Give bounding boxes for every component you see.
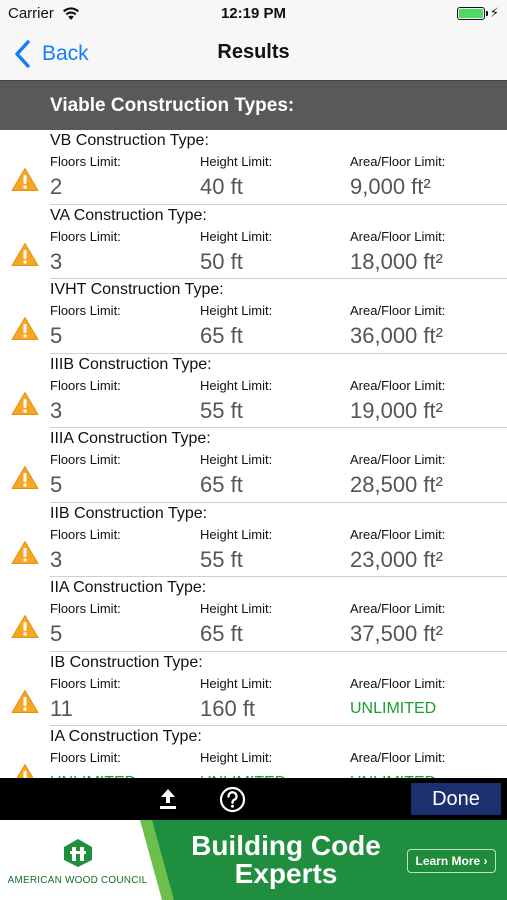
- done-button[interactable]: Done: [411, 783, 501, 815]
- height-limit-label: Height Limit:: [200, 303, 273, 318]
- area-column: [350, 601, 445, 647]
- floors-limit-value: 3: [50, 546, 63, 572]
- floors-column: [50, 676, 121, 722]
- height-column: [200, 378, 272, 424]
- floors-limit-value: 5: [50, 472, 63, 497]
- result-row[interactable]: [0, 577, 507, 652]
- floors-column: [50, 452, 121, 498]
- area-limit-label: Area/Floor Limit:: [350, 377, 446, 393]
- result-row[interactable]: [0, 205, 507, 280]
- area-limit-value: 28,500 ft²: [350, 472, 443, 497]
- height-limit-value: 50 ft: [200, 248, 243, 274]
- height-limit-label: Height Limit:: [200, 601, 273, 616]
- back-label: Back: [42, 42, 89, 65]
- area-column: [350, 452, 445, 498]
- height-limit-value: 65 ft: [200, 323, 243, 348]
- warning-icon: [11, 689, 39, 714]
- ad-headline-line2: Experts: [234, 858, 338, 889]
- warning-icon: [11, 391, 39, 416]
- area-limit-label: Area/Floor Limit:: [350, 675, 446, 691]
- area-limit-label: Area/Floor Limit:: [350, 750, 446, 765]
- floors-limit-label: Floors Limit:: [50, 377, 121, 393]
- warning-icon: [11, 316, 39, 341]
- height-column: [200, 527, 272, 573]
- awc-logo-icon: [62, 838, 94, 868]
- floors-limit-label: Floors Limit:: [50, 601, 121, 616]
- height-limit-value: 55 ft: [200, 546, 243, 572]
- area-column: [350, 154, 445, 200]
- floors-limit-value: 2: [50, 174, 63, 199]
- battery-icon: [457, 7, 485, 20]
- status-time: 12:19 PM: [220, 5, 287, 22]
- height-column: [200, 303, 272, 349]
- height-limit-label: Height Limit:: [200, 675, 273, 691]
- area-column: [350, 676, 445, 718]
- floors-limit-value: 3: [50, 248, 63, 274]
- page-title: Results: [217, 41, 290, 63]
- warning-icon: [11, 465, 39, 490]
- learn-more-button[interactable]: Learn More ›: [407, 849, 496, 873]
- floors-limit-label: Floors Limit:: [50, 750, 121, 765]
- floors-limit-value: 11: [50, 695, 73, 721]
- floors-limit-value: 5: [50, 323, 63, 348]
- result-row[interactable]: [0, 428, 507, 503]
- bottom-toolbar: [0, 778, 507, 820]
- floors-column: [50, 527, 121, 573]
- height-column: [200, 601, 272, 647]
- height-limit-label: Height Limit:: [200, 377, 273, 393]
- floors-limit-value: 5: [50, 621, 63, 646]
- floors-limit-label: Floors Limit:: [50, 303, 121, 318]
- height-column: [200, 452, 272, 498]
- floors-column: [50, 601, 121, 647]
- carrier-label: Carrier: [8, 5, 54, 22]
- area-column: [350, 303, 445, 349]
- status-bar: [0, 0, 507, 28]
- area-limit-value: 9,000 ft²: [350, 174, 431, 199]
- height-limit-value: 55 ft: [200, 397, 243, 423]
- area-column: [350, 527, 445, 573]
- floors-limit-label: Floors Limit:: [50, 228, 121, 244]
- area-limit-label: Area/Floor Limit:: [350, 154, 446, 169]
- navigation-bar: [0, 28, 507, 80]
- floors-column: [50, 229, 121, 275]
- height-column: [200, 154, 272, 200]
- construction-type-label: IIIB Construction Type:: [50, 355, 212, 373]
- construction-type-label: IIB Construction Type:: [50, 504, 208, 522]
- area-limit-value: 18,000 ft²: [350, 248, 443, 274]
- construction-type-label: VB Construction Type:: [50, 132, 209, 149]
- construction-type-label: IIIA Construction Type:: [50, 430, 211, 447]
- height-column: [200, 229, 272, 275]
- area-limit-label: Area/Floor Limit:: [350, 526, 446, 542]
- floors-limit-label: Floors Limit:: [50, 154, 121, 169]
- warning-icon: [11, 167, 39, 192]
- area-limit-value: 23,000 ft²: [350, 546, 443, 572]
- construction-type-label: IIA Construction Type:: [50, 579, 207, 596]
- area-column: [350, 378, 445, 424]
- area-limit-value: 19,000 ft²: [350, 397, 443, 423]
- construction-type-label: IA Construction Type:: [50, 728, 202, 745]
- area-limit-label: Area/Floor Limit:: [350, 228, 446, 244]
- height-limit-label: Height Limit:: [200, 228, 273, 244]
- section-header: Viable Construction Types:: [0, 80, 507, 130]
- floors-column: [50, 303, 121, 349]
- share-icon[interactable]: [157, 787, 179, 811]
- ad-headline-line1: Building Code: [191, 830, 381, 861]
- help-icon[interactable]: [219, 786, 246, 813]
- height-limit-label: Height Limit:: [200, 526, 273, 542]
- area-limit-label: Area/Floor Limit:: [350, 452, 446, 467]
- floors-limit-label: Floors Limit:: [50, 675, 121, 691]
- floors-limit-label: Floors Limit:: [50, 452, 121, 467]
- result-row[interactable]: [0, 503, 507, 578]
- floors-column: [50, 378, 121, 424]
- ad-org-name: AMERICAN WOOD COUNCIL: [7, 875, 148, 886]
- construction-type-label: IVHT Construction Type:: [50, 281, 224, 298]
- result-row[interactable]: [0, 652, 507, 727]
- height-limit-value: 65 ft: [200, 621, 243, 646]
- area-limit-value: 37,500 ft²: [350, 621, 443, 646]
- area-limit-value: 36,000 ft²: [350, 323, 443, 348]
- height-limit-value: 40 ft: [200, 174, 243, 199]
- floors-limit-value: 3: [50, 397, 63, 423]
- height-column: [200, 676, 272, 722]
- construction-type-label: IB Construction Type:: [50, 653, 203, 671]
- area-limit-label: Area/Floor Limit:: [350, 601, 446, 616]
- result-row[interactable]: [0, 354, 507, 429]
- ad-headline: [175, 832, 397, 888]
- result-row[interactable]: [0, 279, 507, 354]
- height-limit-label: Height Limit:: [200, 452, 273, 467]
- warning-icon: [11, 614, 39, 639]
- area-limit-label: Area/Floor Limit:: [350, 303, 446, 318]
- height-limit-label: Height Limit:: [200, 750, 273, 765]
- results-list[interactable]: [0, 130, 507, 778]
- construction-type-label: VA Construction Type:: [50, 206, 207, 224]
- height-limit-label: Height Limit:: [200, 154, 273, 169]
- area-column: [350, 229, 445, 275]
- warning-icon: [11, 540, 39, 565]
- area-limit-value: UNLIMITED: [350, 699, 437, 717]
- ad-banner[interactable]: [0, 820, 507, 900]
- warning-icon: [11, 242, 39, 267]
- result-row[interactable]: [0, 130, 507, 205]
- floors-limit-label: Floors Limit:: [50, 526, 121, 542]
- height-limit-value: 160 ft: [200, 695, 256, 721]
- height-limit-value: 65 ft: [200, 472, 243, 497]
- floors-column: [50, 154, 121, 200]
- charging-bolt-icon: ⚡: [489, 5, 499, 20]
